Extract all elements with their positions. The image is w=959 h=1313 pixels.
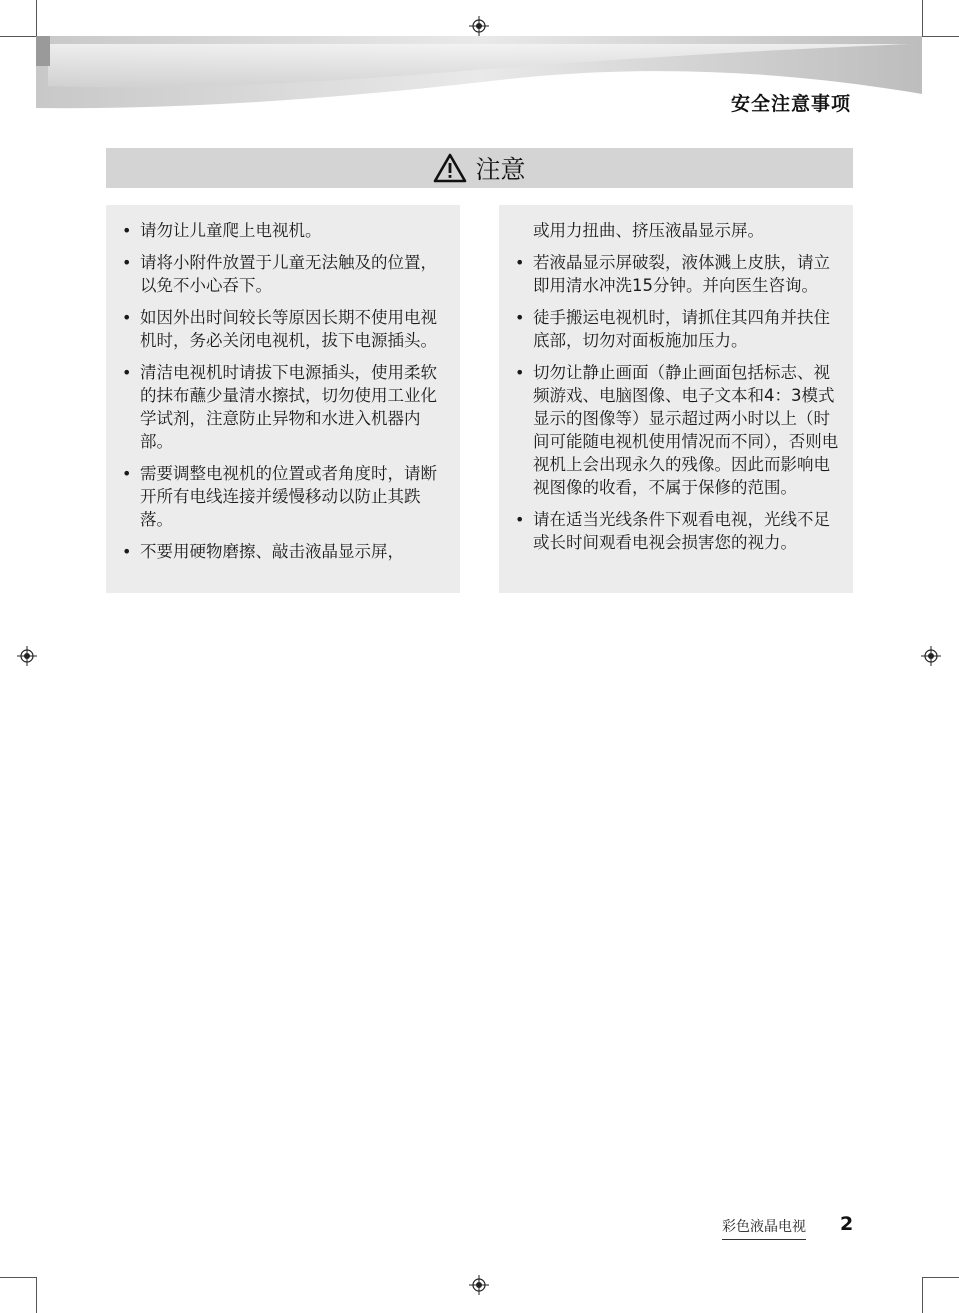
crop-mark bbox=[0, 1277, 36, 1278]
registration-mark-icon bbox=[469, 1275, 489, 1295]
list-item: • 不要用硬物磨擦、敲击液晶显示屏， bbox=[122, 542, 404, 561]
bullet-icon: • bbox=[515, 363, 525, 382]
section-title: 安全注意事项 bbox=[730, 93, 851, 115]
bullet-icon: • bbox=[515, 308, 525, 327]
notes-right-column bbox=[499, 205, 853, 593]
list-item: • 徒手搬运电视机时，请抓住其四角并扶住底部，切勿对面板施加压力。 bbox=[515, 308, 830, 350]
registration-mark-icon bbox=[17, 646, 37, 666]
list-item: • 需要调整电视机的位置或者角度时，请断开所有电线连接并缓慢移动以防止其跌落。 bbox=[122, 464, 437, 529]
bullet-icon: • bbox=[122, 363, 132, 382]
list-item: • 如因外出时间较长等原因长期不使用电视机时，务必关闭电视机，拔下电源插头。 bbox=[122, 308, 437, 350]
list-item: • 请将小附件放置于儿童无法触及的位置，以免不小心吞下。 bbox=[122, 253, 437, 295]
list-item: • 请勿让儿童爬上电视机。 bbox=[122, 221, 322, 240]
bullet-icon: • bbox=[122, 308, 132, 327]
bullet-icon: • bbox=[122, 464, 132, 483]
list-item: • 若液晶显示屏破裂，液体溅上皮肤，请立即用清水冲洗15分钟。并向医生咨询。 bbox=[515, 253, 830, 295]
registration-mark-icon bbox=[921, 646, 941, 666]
list-item: • 清洁电视机时请拔下电源插头，使用柔软的抹布蘸少量清水擦拭，切勿使用工业化学试剂，注意防止异物和水进入机器内部。 bbox=[122, 363, 437, 451]
bullet-icon: • bbox=[515, 253, 525, 272]
footer-product-label: 彩色液晶电视 bbox=[722, 1216, 806, 1240]
continued-text: 或用力扭曲、挤压液晶显示屏。 bbox=[533, 221, 764, 240]
crop-mark bbox=[922, 1277, 923, 1313]
crop-mark bbox=[36, 1277, 37, 1313]
bullet-icon: • bbox=[515, 510, 525, 529]
bullet-icon: • bbox=[122, 253, 132, 272]
banner-title: 注意 bbox=[475, 155, 526, 184]
page-number: 2 bbox=[840, 1213, 854, 1235]
crop-mark bbox=[922, 1277, 959, 1278]
warning-triangle-icon bbox=[433, 153, 467, 183]
caution-banner bbox=[106, 148, 853, 188]
bullet-icon: • bbox=[122, 542, 132, 561]
list-item: • 请在适当光线条件下观看电视，光线不足或长时间观看电视会损害您的视力。 bbox=[515, 510, 830, 552]
bullet-icon: • bbox=[122, 221, 132, 240]
list-item: • 切勿让静止画面（静止画面包括标志、视频游戏、电脑图像、电子文本和4：3模式显示的图像等）显示超过两小时以上（时间可能随电视机使用情况而不同），否则电视机上会出现永久的残像。因此而影响电视图像的收看，不属于保修的范围。 bbox=[515, 363, 839, 497]
notes-left-column bbox=[106, 205, 460, 593]
